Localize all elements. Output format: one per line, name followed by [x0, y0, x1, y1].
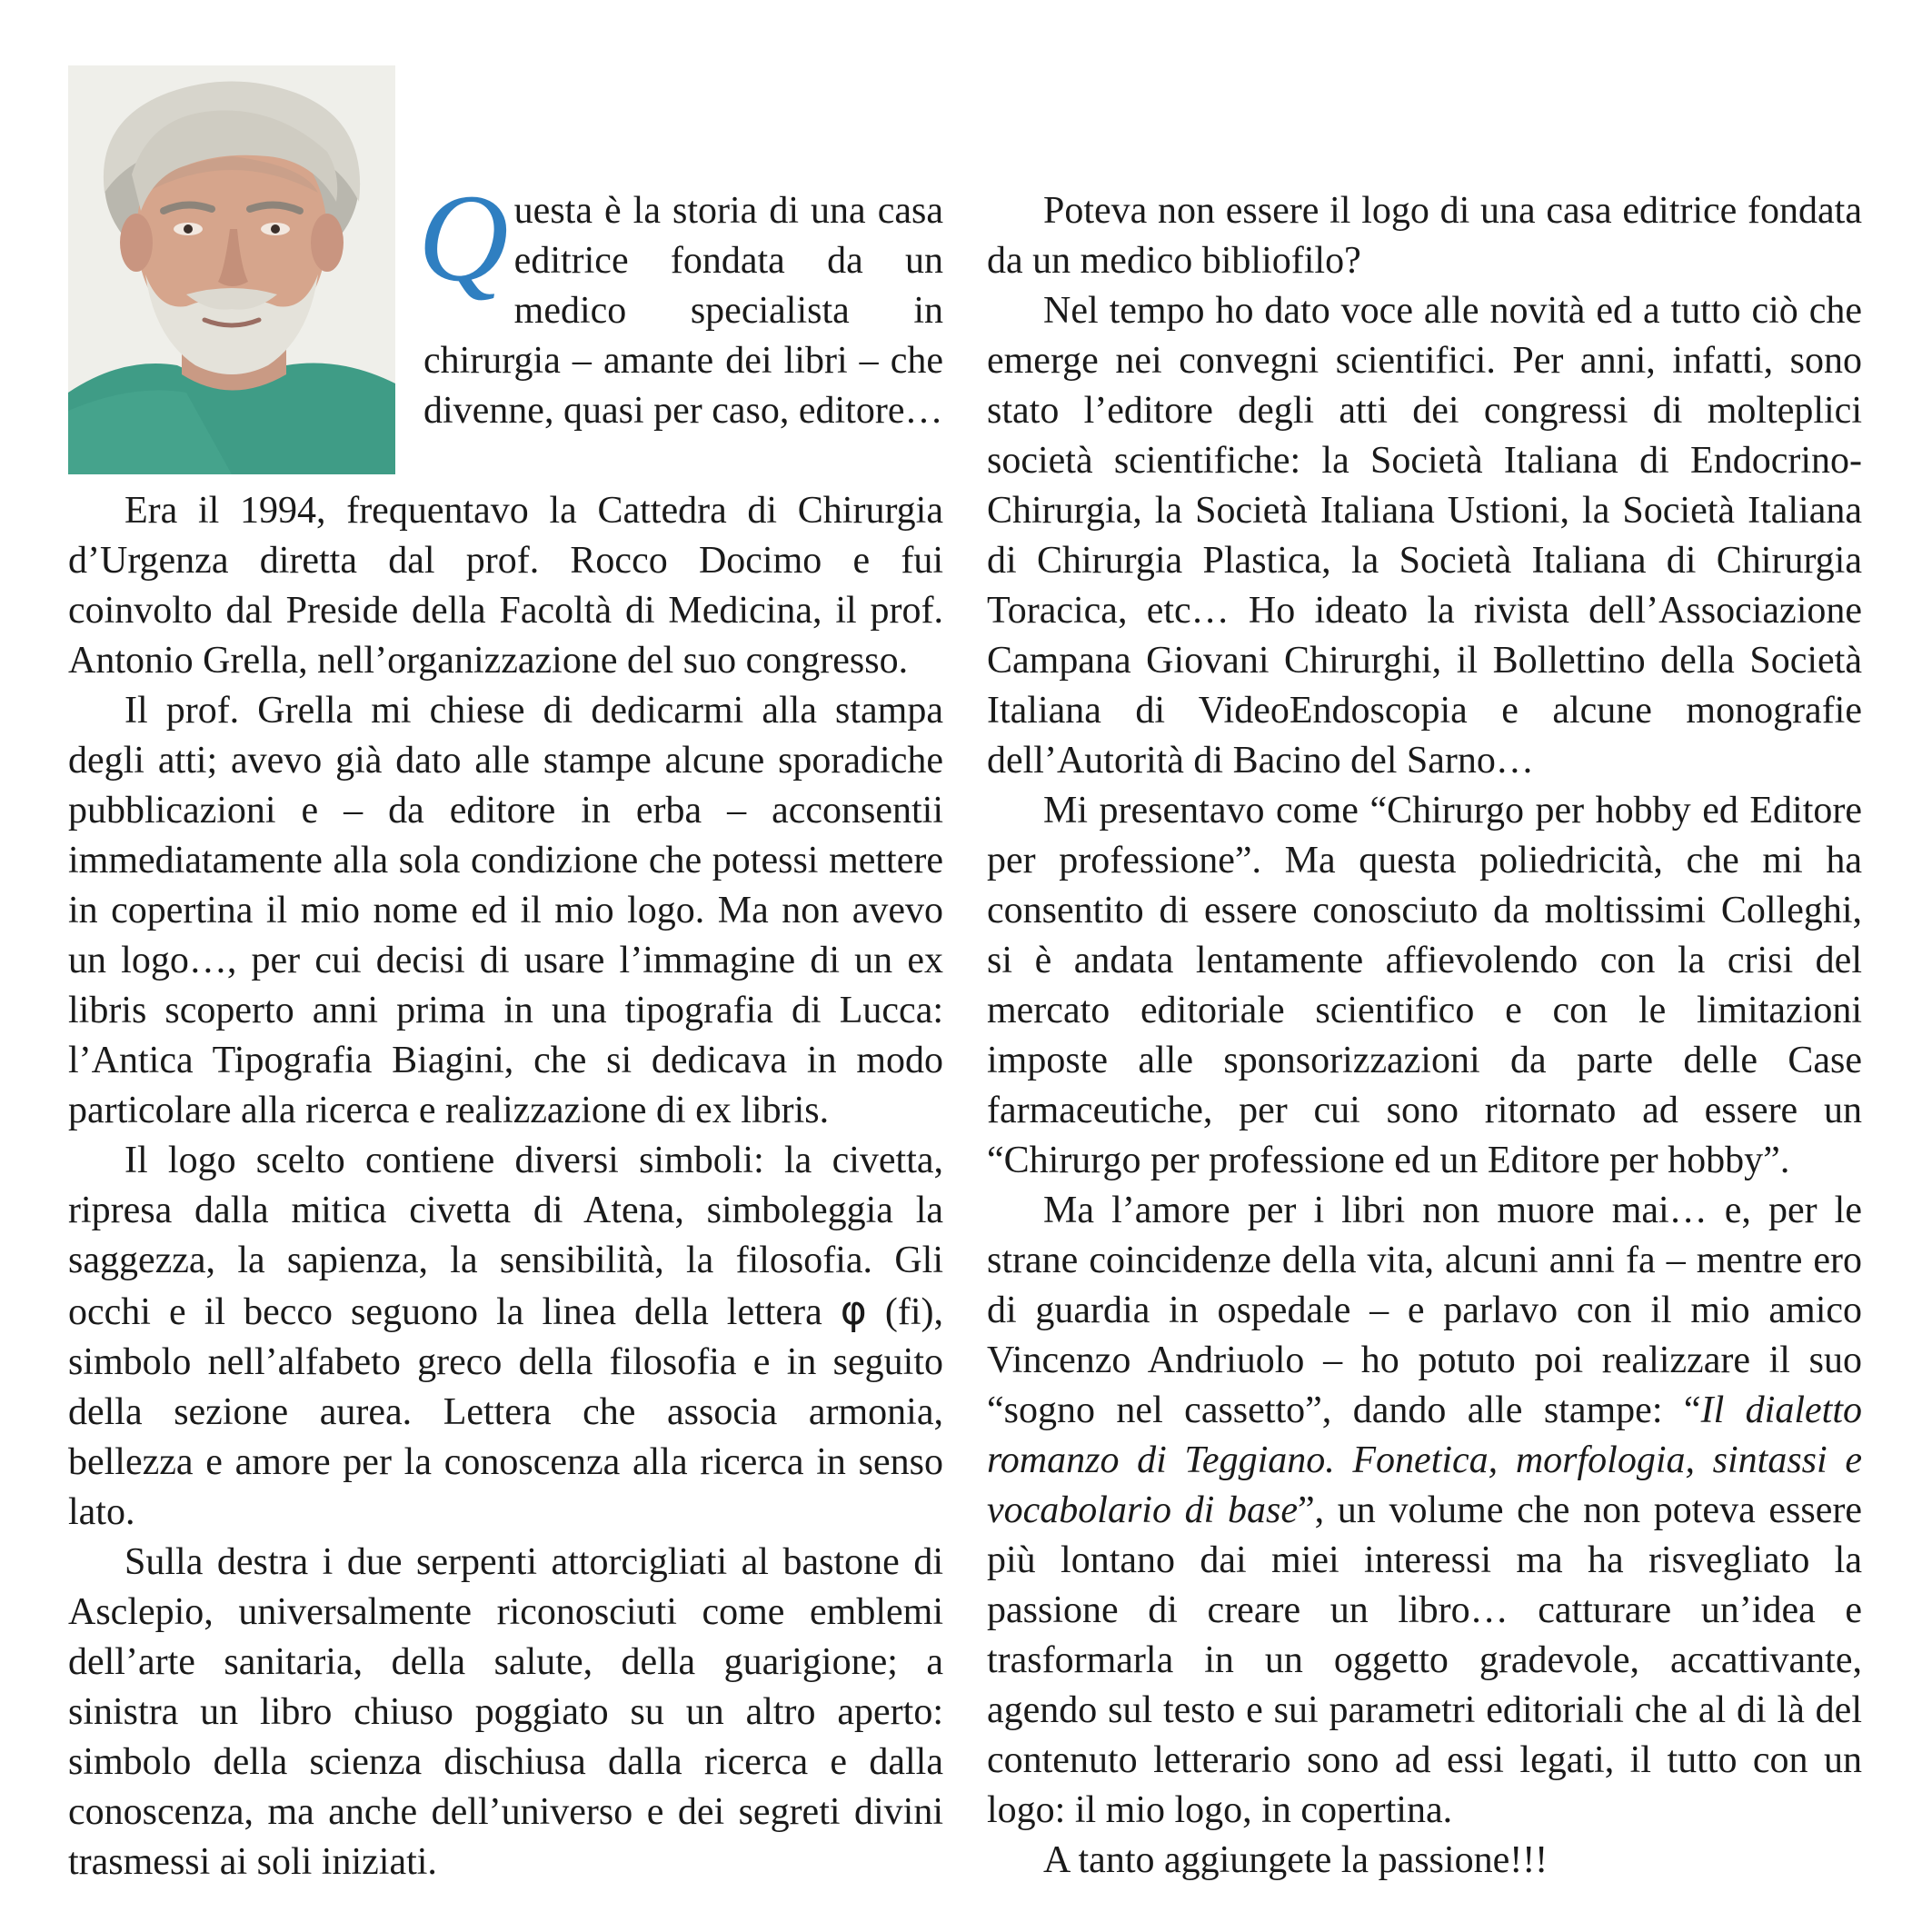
- left-paragraph-3-part-a: Il logo scelto contiene diversi simboli: la civetta, ripresa dalla mitica civetta di Atena, simboleggia la saggezza, la sapienza, la sensibilità, la filosofia. Gli occhi e il becco seguono la linea della lettera: [68, 1140, 943, 1333]
- intro-paragraph: [418, 168, 943, 436]
- book-title: Il dialetto romanzo di Teggiano. Fonetica, morfologia, sintassi e vocabolario di base: [987, 1389, 1862, 1531]
- left-paragraph-3: [68, 1136, 943, 1538]
- right-paragraph-4: [987, 1186, 1862, 1836]
- intro-text-block: [418, 168, 943, 436]
- intro-text: uesta è la storia di una casa editrice fondata da un medico specialista in chirurgia – amante dei libri – che divenne, quasi per caso, editore…: [423, 190, 943, 432]
- right-column: [987, 186, 1862, 1886]
- phi-symbol: φ: [840, 1288, 867, 1334]
- right-paragraph-4-part-b: ”, un volume che non poteva essere più lontano dai miei interessi ma ha risvegliato la passione di creare un libro… catturare un’idea e trasformarla in un oggetto gradevole, accattivante, agendo sul testo e sui parametri editoriali che al di là del contenuto letterario sono ad essi legati, il tutto con un logo: il mio logo, in copertina.: [987, 1489, 1862, 1831]
- right-paragraph-1: Poteva non essere il logo di una casa editrice fondata da un medico bibliofilo?: [987, 190, 1862, 282]
- author-portrait-photo: [68, 65, 395, 474]
- left-column: [68, 486, 943, 1887]
- left-paragraph-2: Il prof. Grella mi chiese di dedicarmi alla stampa degli atti; avevo già dato alle stampe alcune sporadiche pubblicazioni e – da editore in erba – acconsentii immediatamente alla sola condizione che potessi mettere in copertina il mio nome ed il mio logo. Ma non avevo un logo…, per cui decisi di usare l’immagine di un ex libris scoperto anni prima in una tipografia di Lucca: l’Antica Tipografia Biagini, che si dedicava in modo particolare alla ricerca e realizzazione di ex libris.: [68, 690, 943, 1131]
- author-portrait-illustration: [68, 65, 395, 474]
- left-paragraph-4: Sulla destra i due serpenti attorcigliati al bastone di Asclepio, universalmente riconosciuti come emblemi dell’arte sanitaria, della salute, della guarigione; a sinistra un libro chiuso poggiato su un altro aperto: simbolo della scienza dischiusa dalla ricerca e dalla conoscenza, ma anche dell’universo e dei segreti divini trasmessi ai soli iniziati.: [68, 1541, 943, 1883]
- drop-cap-letter: Q: [418, 168, 509, 307]
- right-paragraph-3: Mi presentavo come “Chirurgo per hobby ed Editore per professione”. Ma questa poliedricità, che mi ha consentito di essere conosciuto da moltissimi Colleghi, si è andata lentamente affievolendo con la crisi del mercato editoriale scientifico e con le limitazioni imposte alle sponsorizzazioni da parte delle Case farmaceutiche, per cui sono ritornato ad essere un “Chirurgo per professione ed un Editore per hobby”.: [987, 790, 1862, 1181]
- right-paragraph-2: Nel tempo ho dato voce alle novità ed a tutto ciò che emerge nei convegni scientifici. Per anni, infatti, sono stato l’editore degli atti dei congressi di molteplici società scientifiche: la Società Italiana di Endocrino-Chirurgia, la Società Italiana Ustioni, la Società Italiana di Chirurgia Plastica, la Società Italiana di Chirurgia Toracica, etc… Ho ideato la rivista dell’Associazione Campana Giovani Chirurghi, il Bollettino della Società Italiana di VideoEndoscopia e alcune monografie dell’Autorità di Bacino del Sarno…: [987, 290, 1862, 782]
- left-paragraph-3-part-b: (fi), simbolo nell’alfabeto greco della filosofia e in seguito della sezione aurea. Lettera che associa armonia, bellezza e amore per la conoscenza alla ricerca in senso lato.: [68, 1291, 943, 1533]
- right-paragraph-5: A tanto aggiungete la passione!!!: [1043, 1839, 1549, 1881]
- left-paragraph-1: Era il 1994, frequentavo la Cattedra di Chirurgia d’Urgenza diretta dal prof. Rocco Docimo e fui coinvolto dal Preside della Facoltà di Medicina, il prof. Antonio Grella, nell’organizzazione del suo congresso.: [68, 490, 943, 682]
- right-paragraph-4-part-a: Ma l’amore per i libri non muore mai… e, per le strane coincidenze della vita, alcuni anni fa – mentre ero di guardia in ospedale – e parlavo con il mio amico Vincenzo Andriuolo – ho potuto poi realizzare il suo “sogno nel cassetto”, dando alle stampe: “: [987, 1190, 1862, 1431]
